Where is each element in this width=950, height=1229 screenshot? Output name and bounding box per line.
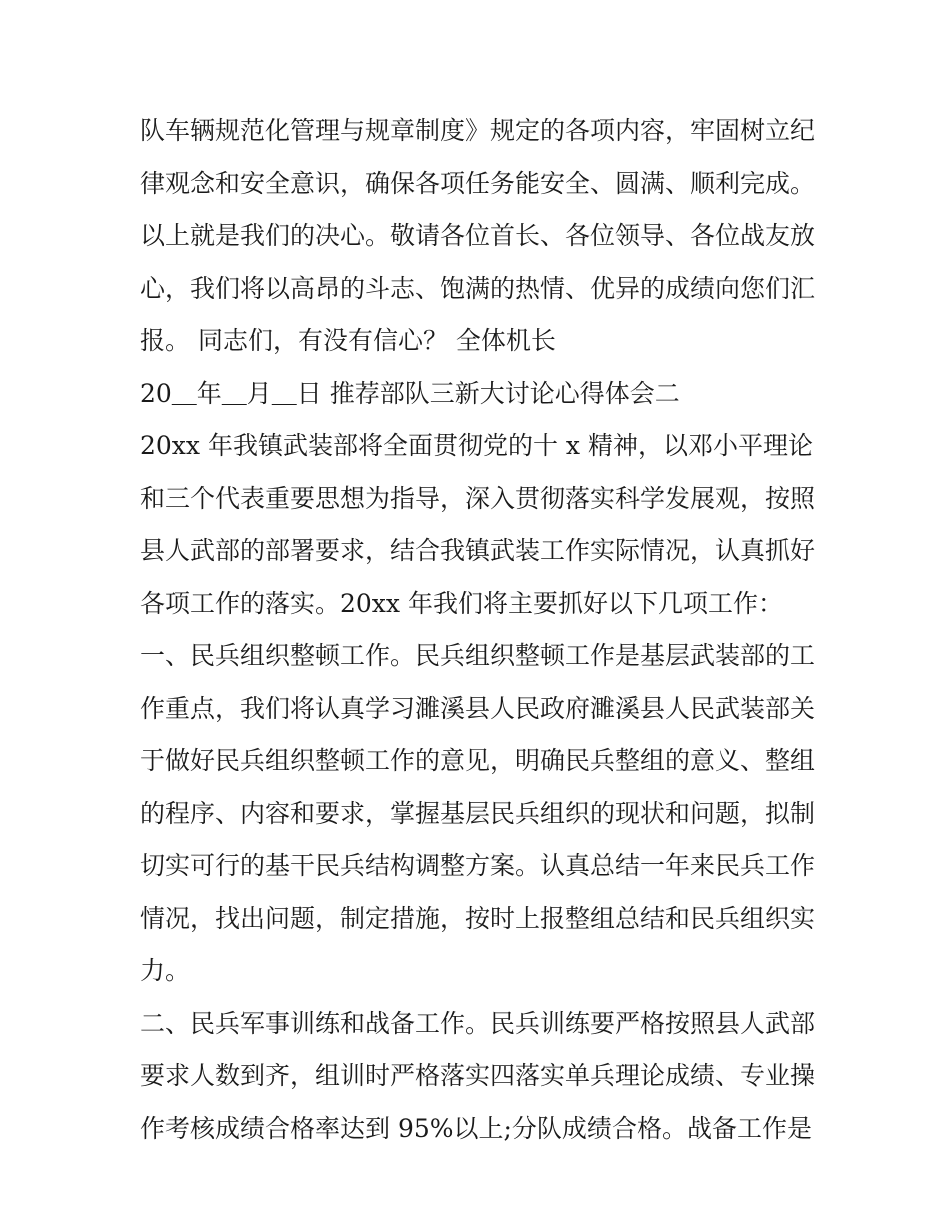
text-line: 要求人数到齐，组训时严格落实四落实单兵理论成绩、专业操 — [140, 1061, 816, 1090]
text-line: 队车辆规范化管理与规章制度》规定的各项内容，牢固树立纪 — [140, 116, 816, 145]
text-line: 作考核成绩合格率达到 95%以上;分队成绩合格。战备工作是 — [140, 1113, 812, 1143]
text-line: 二、民兵军事训练和战备工作。民兵训练要严格按照县人武部 — [140, 1008, 816, 1038]
text-line: 力。 — [140, 956, 191, 985]
text-line: 以上就是我们的决心。敬请各位首长、各位领导、各位战友放 — [140, 221, 816, 250]
text-line: 于做好民兵组织整顿工作的意见，明确民兵整组的意义、整组 — [140, 746, 816, 775]
text-line: 报。 同志们，有没有信心？ 全体机长 — [140, 326, 556, 355]
body-text — [140, 105, 820, 1155]
text-line: 情况，找出问题，制定措施，按时上报整组总结和民兵组织实 — [140, 903, 816, 933]
text-line: 作重点，我们将认真学习濉溪县人民政府濉溪县人民武装部关 — [140, 693, 816, 723]
text-line: 一、民兵组织整顿工作。民兵组织整顿工作是基层武装部的工 — [140, 641, 816, 670]
date-title-line: 20＿年＿月＿日 推荐部队三新大讨论心得体会二 — [140, 378, 680, 408]
text-line: 心，我们将以高昂的斗志、饱满的热情、优异的成绩向您们汇 — [140, 273, 816, 303]
text-line: 切实可行的基干民兵结构调整方案。认真总结一年来民兵工作 — [140, 851, 816, 880]
text-line: 律观念和安全意识，确保各项任务能安全、圆满、顺利完成。 — [140, 168, 816, 198]
text-line: 的程序、内容和要求，掌握基层民兵组织的现状和问题，拟制 — [140, 798, 816, 828]
text-line: 和三个代表重要思想为指导，深入贯彻落实科学发展观，按照 — [140, 483, 816, 513]
text-line: 县人武部的部署要求，结合我镇武装工作实际情况，认真抓好 — [140, 536, 816, 565]
text-line: 各项工作的落实。20xx 年我们将主要抓好以下几项工作： — [140, 588, 783, 618]
text-line: 20xx 年我镇武装部将全面贯彻党的十 x 精神，以邓小平理论 — [140, 431, 813, 460]
